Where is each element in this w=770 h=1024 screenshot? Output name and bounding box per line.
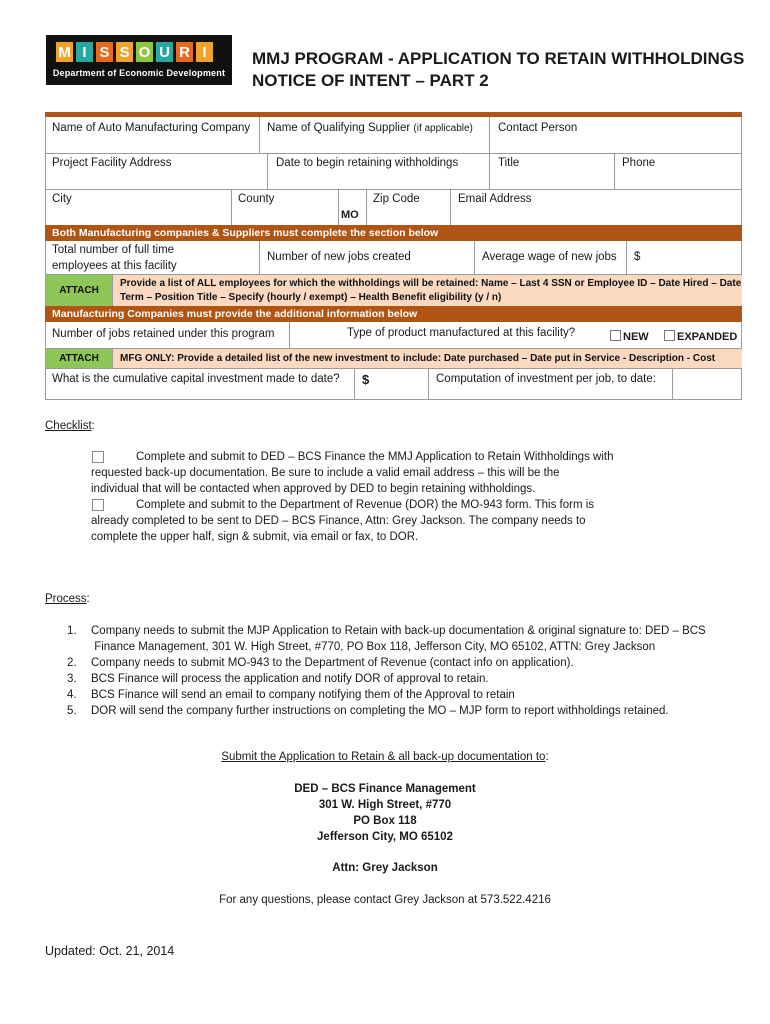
attach-investment-list: MFG ONLY: Provide a detailed list of the new investment to include: Date purchased – Date put in Service - Description - Cost xyxy=(113,349,742,368)
expanded-checkbox[interactable] xyxy=(664,330,675,341)
wage-dollar: $ xyxy=(634,251,641,263)
process-item: 4. BCS Finance will send an email to company notifying them of the Approval to retain xyxy=(67,689,515,701)
logo-subtitle: Department of Economic Development xyxy=(52,68,226,78)
phone-label: Phone xyxy=(622,157,656,169)
county-label: County xyxy=(238,193,275,205)
divider xyxy=(267,153,268,189)
email-label: Email Address xyxy=(458,193,532,205)
process-item: 3. BCS Finance will process the application and notify DOR of approval to retain. xyxy=(67,673,489,685)
divider xyxy=(231,189,232,225)
process-heading: Process: xyxy=(45,593,90,605)
contact-label: Contact Person xyxy=(498,122,578,134)
questions-contact: For any questions, please contact Grey Jackson at 573.522.4216 xyxy=(219,894,551,906)
title-line-2: NOTICE OF INTENT – PART 2 xyxy=(252,71,489,90)
logo-letter: U xyxy=(156,42,173,62)
auto-company-label: Name of Auto Manufacturing Company xyxy=(52,122,251,134)
jobs-retained-label: Number of jobs retained under this program xyxy=(52,328,275,340)
logo-letter: I xyxy=(196,42,213,62)
divider xyxy=(489,153,490,189)
new-checkbox[interactable] xyxy=(610,330,621,341)
missouri-logo xyxy=(46,35,232,85)
divider xyxy=(474,241,475,274)
attach-label-2: ATTACH xyxy=(46,349,113,368)
divider xyxy=(289,322,290,348)
new-jobs-label: Number of new jobs created xyxy=(267,251,411,263)
avg-wage-label: Average wage of new jobs xyxy=(482,251,617,263)
row-line xyxy=(45,153,742,154)
cumulative-dollar: $ xyxy=(362,372,370,387)
application-form xyxy=(45,112,742,400)
state-value: MO xyxy=(341,209,359,221)
divider xyxy=(626,241,627,274)
divider xyxy=(450,189,451,225)
process-item: 2. Company needs to submit MO-943 to the Department of Revenue (contact info on application). xyxy=(67,657,574,669)
row-line xyxy=(45,189,742,190)
divider xyxy=(672,368,673,400)
updated-date: Updated: Oct. 21, 2014 xyxy=(45,944,175,958)
banner-both-companies: Both Manufacturing companies & Suppliers must complete the section below xyxy=(45,225,742,241)
logo-letters xyxy=(56,42,213,62)
divider xyxy=(338,189,339,225)
supplier-note: (if applicable) xyxy=(413,123,473,134)
submit-attn: Attn: Grey Jackson xyxy=(332,862,438,874)
divider xyxy=(259,117,260,153)
divider xyxy=(354,368,355,400)
fulltime-label: Total number of full time employees at this facility xyxy=(52,244,177,272)
checklist-item-2: Complete and submit to the Department of Revenue (DOR) the MO-943 form. This form is already completed to be sent to DED – BCS Finance, Attn: Grey Jackson. The company needs to complete the upper half, sign & submit, via email or fax, to DOR. xyxy=(91,499,595,543)
logo-letter: S xyxy=(96,42,113,62)
per-job-label: Computation of investment per job, to date: xyxy=(436,373,656,385)
cumulative-label: What is the cumulative capital investment made to date? xyxy=(52,373,340,385)
attach-label-1: ATTACH xyxy=(46,275,113,306)
divider xyxy=(366,189,367,225)
divider xyxy=(428,368,429,400)
city-label: City xyxy=(52,193,72,205)
title-field-label: Title xyxy=(498,157,520,169)
submit-address-4: Jefferson City, MO 65102 xyxy=(317,831,453,843)
expanded-option[interactable]: EXPANDED xyxy=(664,330,737,343)
zip-label: Zip Code xyxy=(373,193,420,205)
submit-address-3: PO Box 118 xyxy=(353,815,417,827)
logo-letter: O xyxy=(136,42,153,62)
divider xyxy=(259,241,260,274)
submit-heading: Submit the Application to Retain & all back-up documentation to: xyxy=(221,751,549,763)
row-line xyxy=(45,368,742,369)
submit-address-2: 301 W. High Street, #770 xyxy=(318,799,452,811)
title-line-1: MMJ PROGRAM - APPLICATION TO RETAIN WITHHOLDINGS xyxy=(252,49,745,68)
process-item: 5. DOR will send the company further instructions on completing the MO – MJP form to report withholdings retained. xyxy=(67,705,669,717)
supplier-label: Name of Qualifying Supplier (if applicable) xyxy=(267,122,473,134)
product-type-label: Type of product manufactured at this facility? xyxy=(347,327,576,339)
banner-manufacturing: Manufacturing Companies must provide the additional information below xyxy=(45,306,742,322)
logo-letter: S xyxy=(116,42,133,62)
document-title xyxy=(252,48,744,92)
process-item: 1. Company needs to submit the MJP Application to Retain with back-up documentation & original signature to: DED – BCS Finance Management, 301 W. High Street, #770, PO Box 118, Jefferson City, MO 65102, ATTN: Grey Jackson xyxy=(67,625,706,653)
new-option[interactable]: NEW xyxy=(610,330,649,343)
date-begin-label: Date to begin retaining withholdings xyxy=(276,157,459,169)
divider xyxy=(489,117,490,153)
logo-letter: M xyxy=(56,42,73,62)
checklist-item-1: Complete and submit to DED – BCS Finance the MMJ Application to Retain Withholdings with requested back-up documentation. Be sure to include a valid email address – this will be the individual that will be contacted when approved by DED to begin retaining withholdings. xyxy=(91,451,614,495)
logo-letter: I xyxy=(76,42,93,62)
submit-address-1: DED – BCS Finance Management xyxy=(294,783,476,795)
divider xyxy=(614,153,615,189)
address-label: Project Facility Address xyxy=(52,157,172,169)
attach-employee-list: Provide a list of ALL employees for which the withholdings will be retained: Name – Last 4 SSN or Employee ID – Date Hired – Date Term – Position Title – Specify (hourly / exempt) – Health Benefit eligibility (y / n) xyxy=(113,275,742,306)
logo-letter: R xyxy=(176,42,193,62)
checklist-heading: Checklist: xyxy=(45,420,95,432)
